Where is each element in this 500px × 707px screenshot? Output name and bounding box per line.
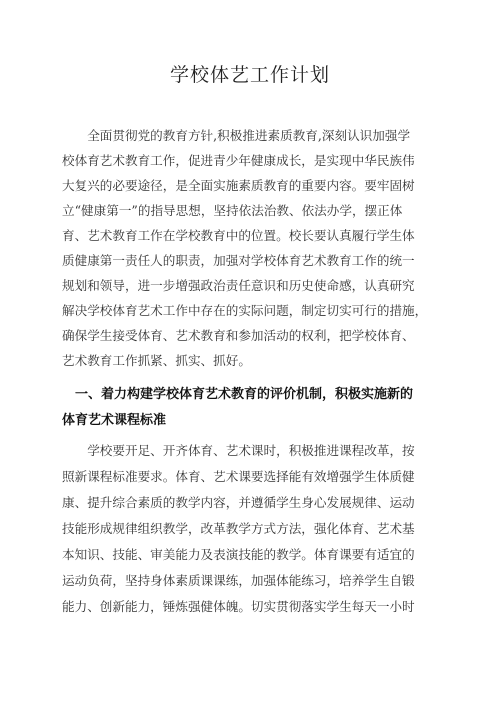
paragraph-line: 立“健康第一”的指导思想，坚持依法治教、依法办学，摆正体: [62, 203, 403, 218]
paragraph-line: 质健康第一责任人的职责，加强对学校体育艺术教育工作的统一: [62, 253, 415, 268]
paragraph-line: 校体育艺术教育工作，促进青少年健康成长，是实现中华民族伟: [62, 153, 415, 168]
section-heading: 体育艺术课程标准: [62, 413, 167, 428]
paragraph-line: 本知识、技能、审美能力及表演技能的教学。体育课要有适宜的: [62, 547, 415, 562]
paragraph-line: 确保学生接受体育、艺术教育和参加活动的权利，把学校体育、: [62, 328, 415, 343]
paragraph-line: 能力、创新能力，锤炼强健体魄。切实贯彻落实学生每天一小时: [62, 599, 415, 614]
paragraph-line: 艺术教育工作抓紧、抓实、抓好。: [62, 353, 251, 368]
document-title: 学校体艺工作计划: [169, 64, 330, 86]
paragraph-line: 大复兴的必要途径，是全面实施素质教育的重要内容。要牢固树: [62, 178, 415, 193]
paragraph-line: 规划和领导，进一步增强政治责任意识和历史使命感，认真研究: [62, 278, 415, 293]
paragraph-line: 技能形成规律组织教学，改革教学方式方法，强化体育、艺术基: [62, 521, 415, 536]
paragraph-line: 康、提升综合素质的教学内容，并遵循学生身心发展规律、运动: [62, 495, 415, 510]
paragraph-line: 育、艺术教育工作在学校教育中的位置。校长要认真履行学生体: [62, 228, 415, 243]
paragraph-line: 全面贯彻党的教育方针,积极推进素质教育,深刻认识加强学: [62, 128, 411, 143]
paragraph-line: 学校要开足、开齐体育、艺术课时，积极推进课程改革，按: [62, 443, 415, 458]
paragraph-line: 解决学校体育艺术工作中存在的实际问题，制定切实可行的措施，: [62, 303, 428, 318]
paragraph-line: 照新课程标准要求。体育、艺术课要选择能有效增强学生体质健: [62, 469, 415, 484]
section-heading: 一、着力构建学校体育艺术教育的评价机制，积极实施新的: [62, 387, 414, 402]
paragraph-line: 运动负荷，坚持身体素质课课练，加强体能练习，培养学生自锻: [62, 573, 415, 588]
